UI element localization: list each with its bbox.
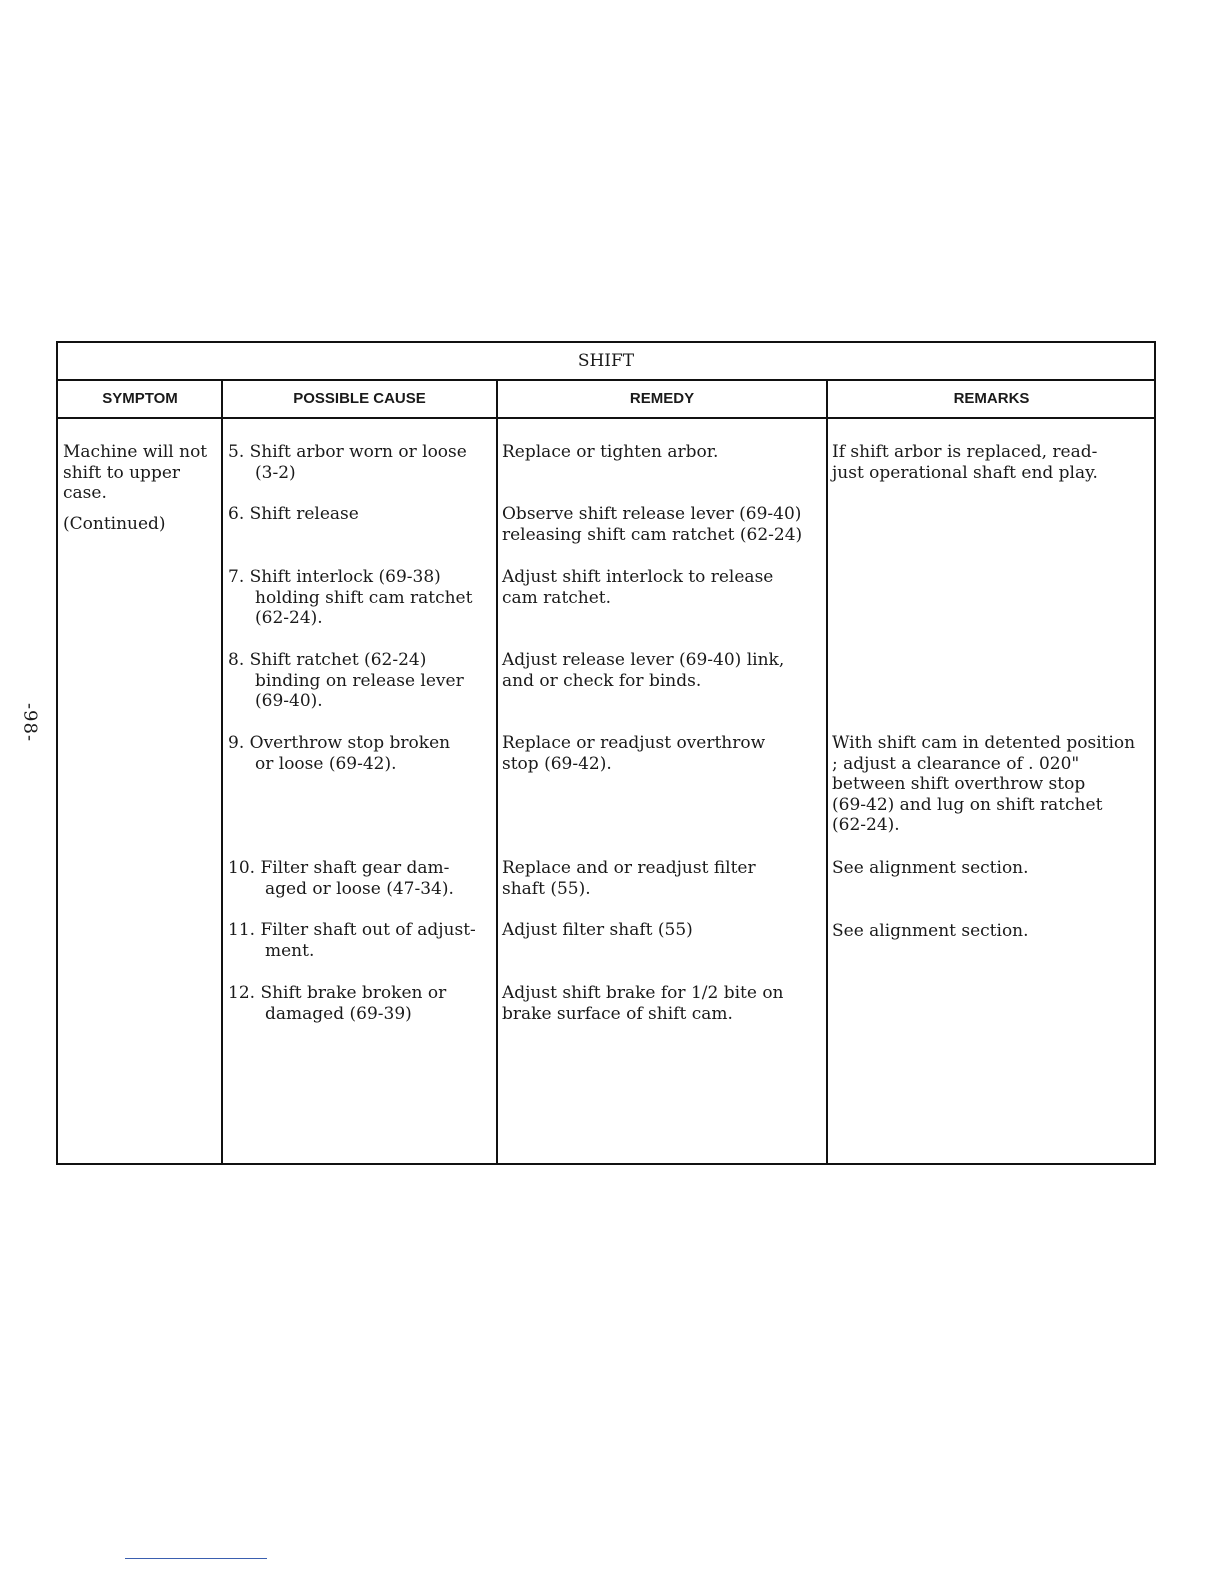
remarks-10 — [832, 858, 1029, 879]
header-symptom: SYMPTOM — [102, 390, 178, 407]
remarks-line: If shift arbor is replaced, read- — [832, 442, 1098, 462]
remarks-line: See alignment section. — [832, 921, 1029, 941]
remedy-7 — [502, 567, 773, 608]
symptom-continued: (Continued) — [63, 514, 166, 534]
cause-line: binding on release lever — [255, 670, 464, 691]
cause-line: Shift ratchet (62-24) — [249, 650, 427, 670]
cause-number: 6. — [228, 504, 245, 524]
cause-number: 8. — [228, 650, 245, 670]
remedy-10 — [502, 858, 756, 899]
cause-5 — [228, 442, 467, 483]
cause-line: Shift interlock (69-38) — [249, 567, 441, 587]
header-remarks: REMARKS — [953, 390, 1030, 407]
remarks-line: between shift overthrow stop — [832, 774, 1086, 794]
remedy-line: Replace or tighten arbor. — [502, 442, 719, 462]
cause-number: 7. — [228, 567, 245, 587]
remedy-line: shaft (55). — [502, 878, 591, 899]
symptom-line: shift to upper — [63, 462, 181, 483]
remedy-line: releasing shift cam ratchet (62-24) — [502, 524, 803, 545]
cause-8 — [228, 650, 464, 712]
cause-line: Filter shaft gear dam- — [260, 858, 450, 878]
cause-line: Shift brake broken or — [260, 983, 447, 1003]
cause-number: 12. — [228, 983, 256, 1003]
remedy-11 — [502, 920, 693, 941]
symptom-line: Machine will not — [63, 442, 208, 462]
table-title: SHIFT — [58, 343, 1154, 381]
cause-line: Shift arbor worn or loose — [249, 442, 467, 462]
remarks-line: ; adjust a clearance of . 020" — [832, 753, 1080, 774]
remedy-line: stop (69-42). — [502, 753, 612, 774]
remedy-5 — [502, 442, 718, 463]
remedy-line: Adjust filter shaft (55) — [502, 920, 693, 940]
cause-line: (3-2) — [255, 462, 296, 483]
cause-line: Shift release — [249, 504, 359, 524]
cause-number: 9. — [228, 733, 245, 753]
remedy-line: Observe shift release lever (69-40) — [502, 504, 802, 524]
cause-line: aged or loose (47-34). — [265, 878, 454, 899]
cause-line: (62-24). — [255, 608, 323, 628]
cause-line: Filter shaft out of adjust- — [260, 920, 476, 940]
troubleshooting-table — [56, 341, 1156, 1165]
cause-6 — [228, 504, 359, 525]
cause-9 — [228, 733, 450, 774]
remedy-6 — [502, 504, 802, 545]
remarks-line: With shift cam in detented position — [832, 733, 1136, 753]
cause-11 — [228, 920, 476, 961]
remedy-12 — [502, 983, 784, 1024]
cause-line: ment. — [265, 940, 315, 961]
symptom-text — [63, 442, 207, 504]
remedy-9 — [502, 733, 765, 774]
remedy-line: cam ratchet. — [502, 587, 612, 608]
remedy-line: and or check for binds. — [502, 670, 702, 691]
remedy-line: brake surface of shift cam. — [502, 1003, 733, 1024]
remedy-line: Replace and or readjust filter — [502, 858, 756, 878]
cause-line: (69-40). — [255, 691, 323, 711]
symptom-line: case. — [63, 483, 107, 503]
cause-number: 10. — [228, 858, 256, 878]
footer-rule — [125, 1558, 267, 1559]
remedy-line: Adjust shift brake for 1/2 bite on — [502, 983, 784, 1003]
remedy-line: Adjust release lever (69-40) link, — [502, 650, 785, 670]
remarks-line: (62-24). — [832, 815, 900, 835]
remarks-line: (69-42) and lug on shift ratchet — [832, 794, 1103, 815]
cause-10 — [228, 858, 454, 899]
remarks-11 — [832, 921, 1029, 942]
remarks-line: See alignment section. — [832, 858, 1029, 878]
column-divider — [496, 381, 498, 1163]
remarks-line: just operational shaft end play. — [832, 462, 1098, 483]
remedy-line: Replace or readjust overthrow — [502, 733, 766, 753]
remedy-8 — [502, 650, 784, 691]
cause-7 — [228, 567, 472, 629]
column-divider — [826, 381, 828, 1163]
column-divider — [221, 381, 223, 1163]
remarks-9 — [832, 733, 1135, 836]
cause-12 — [228, 983, 446, 1024]
remarks-5 — [832, 442, 1098, 483]
header-possible-cause: POSSIBLE CAUSE — [293, 390, 426, 407]
cause-line: or loose (69-42). — [255, 753, 397, 774]
cause-number: 11. — [228, 920, 256, 940]
cause-line: holding shift cam ratchet — [255, 587, 473, 608]
cause-line: damaged (69-39) — [265, 1003, 412, 1024]
cause-number: 5. — [228, 442, 245, 462]
header-remedy: REMEDY — [629, 390, 695, 407]
page-number: -98- — [19, 702, 41, 743]
remedy-line: Adjust shift interlock to release — [502, 567, 774, 587]
cause-line: Overthrow stop broken — [249, 733, 451, 753]
